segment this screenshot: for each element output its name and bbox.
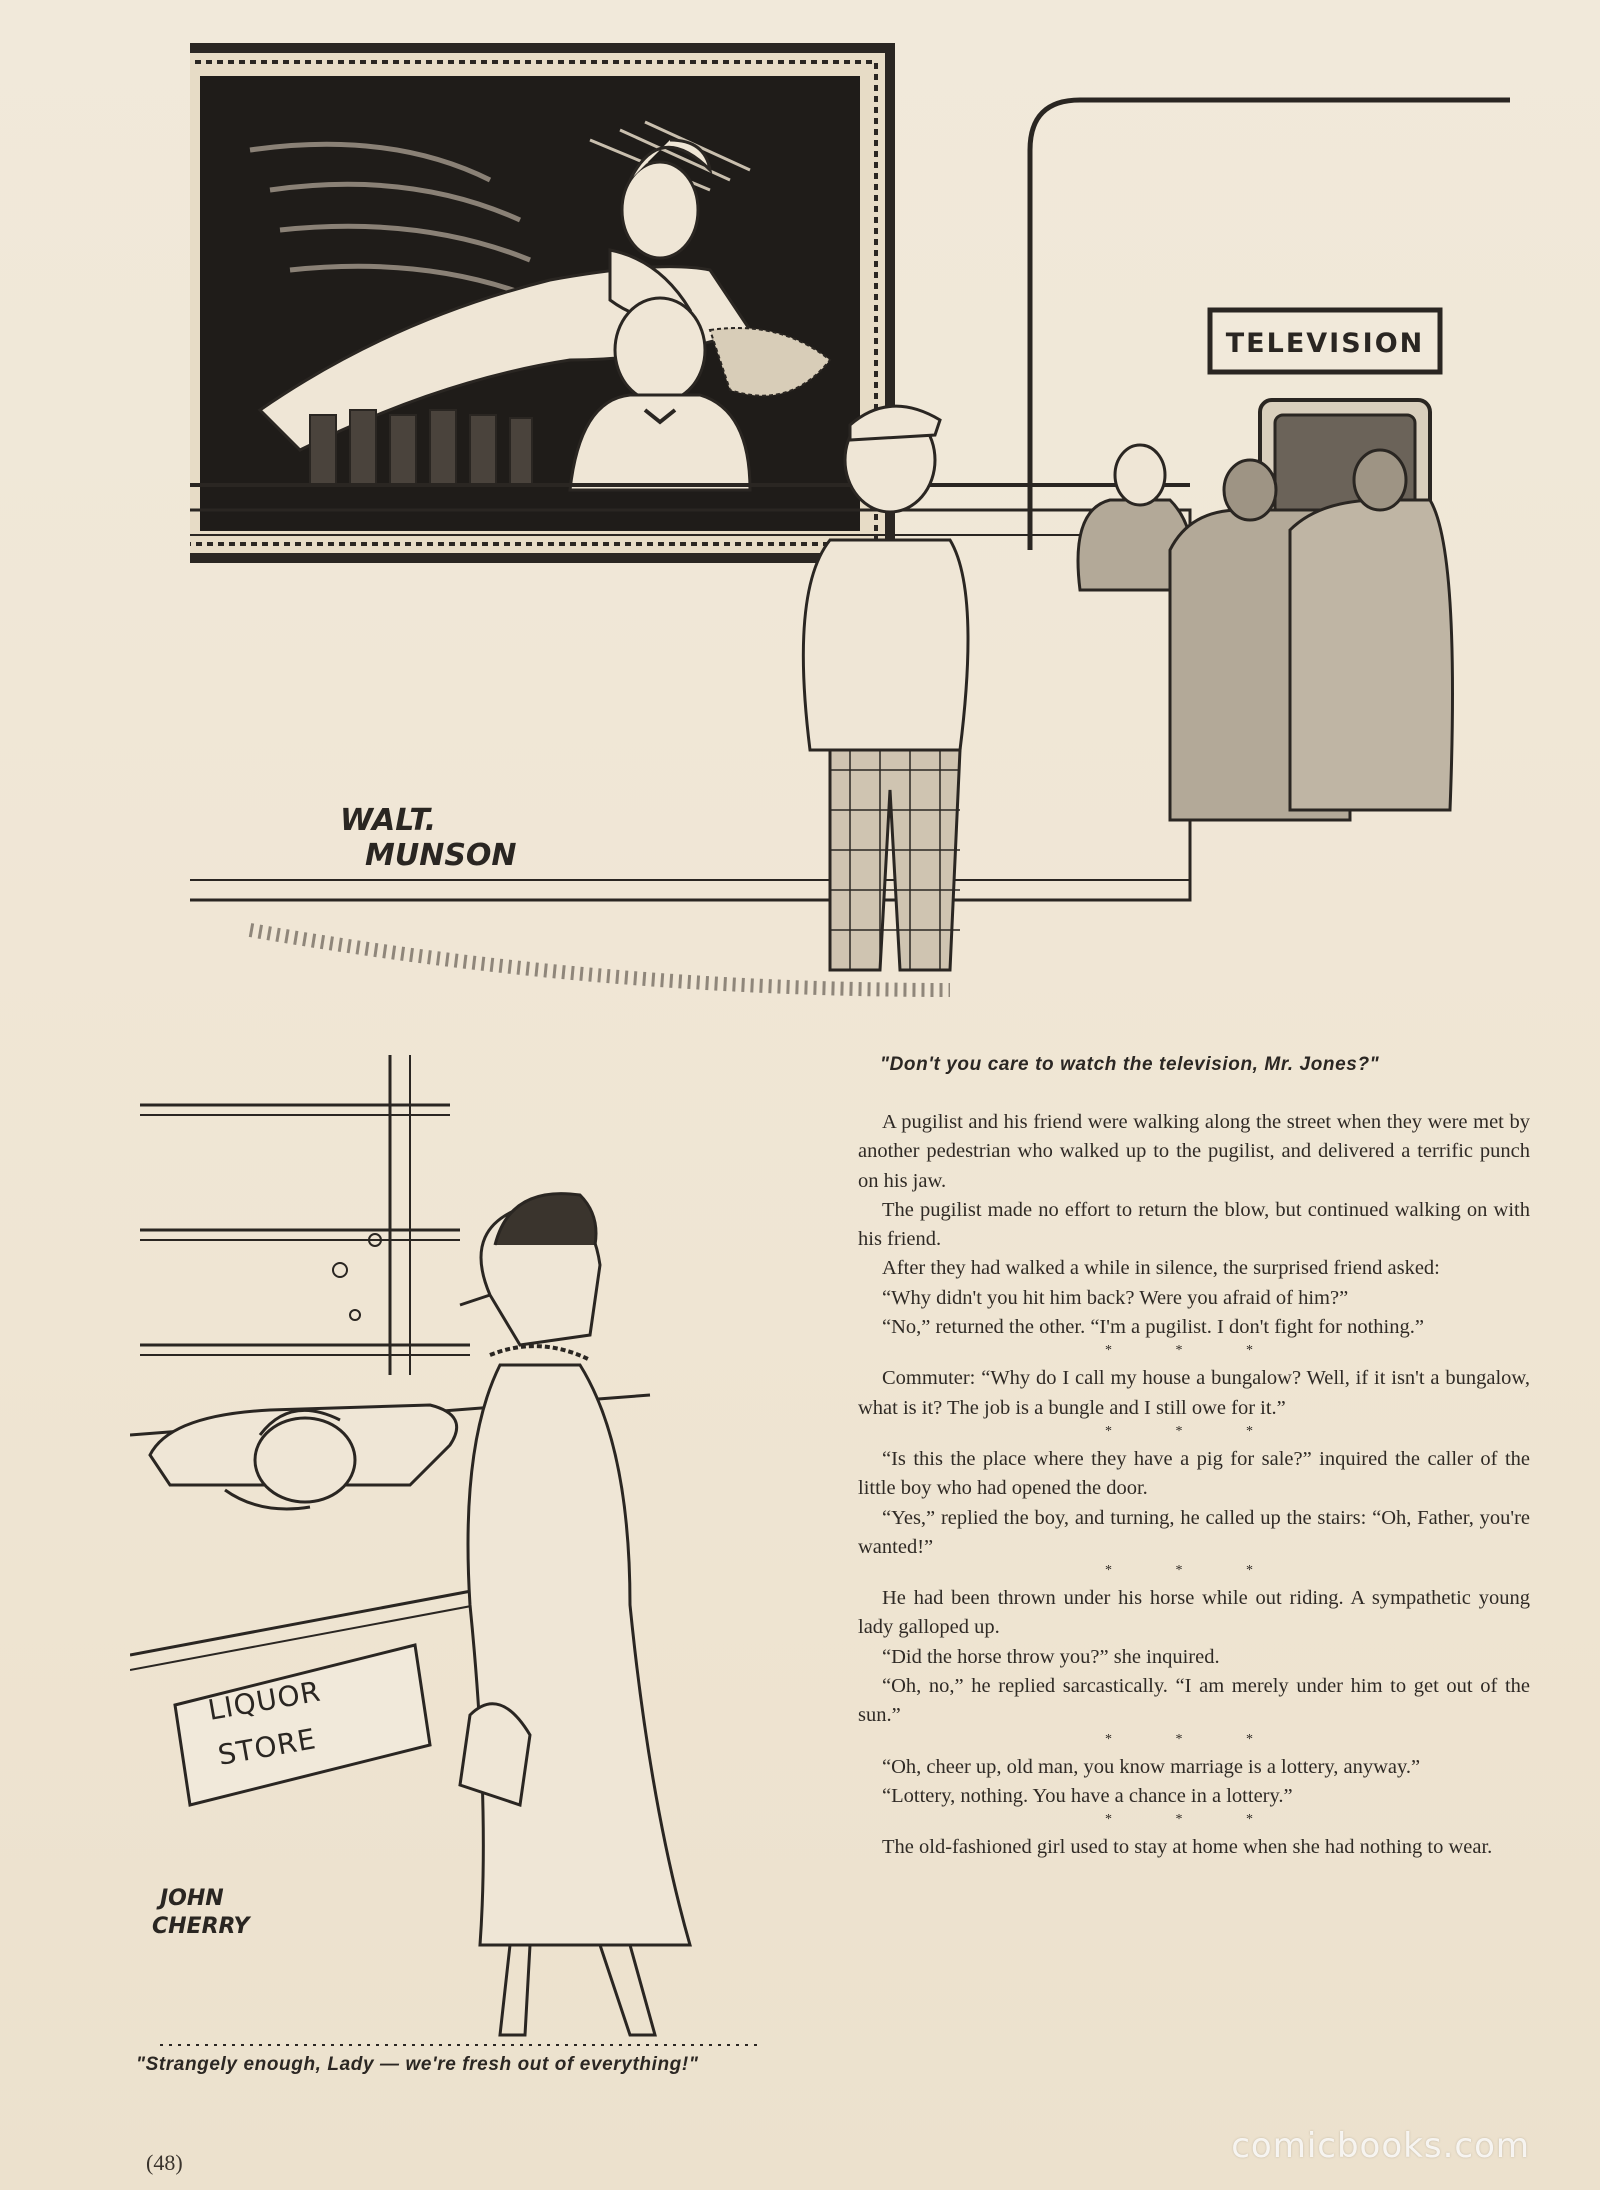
liquor-store-sign (175, 1645, 430, 1805)
article-paragraph: “Oh, no,” he replied sarcastically. “I am merely under him to get out of the sun.” (858, 1675, 1530, 1727)
bottom-cartoon-caption: "Strangely enough, Lady — we're fresh out of everything!" (136, 2054, 699, 2075)
section-separator: * * * (1105, 1563, 1283, 1579)
article-paragraph: “No,” returned the other. “I'm a pugilist. I don't fight for nothing.” (882, 1316, 1424, 1339)
article-paragraph: The old-fashioned girl used to stay at home when she had nothing to wear. (882, 1836, 1493, 1859)
article-paragraph: After they had walked a while in silence, the surprised friend asked: (882, 1257, 1440, 1280)
section-separator: * * * (1105, 1731, 1283, 1747)
svg-text:CHERRY: CHERRY (152, 1914, 250, 1939)
svg-text:WALT.: WALT. (340, 803, 437, 838)
section-separator: * * * (1105, 1812, 1283, 1828)
framed-painting (190, 48, 890, 558)
artist-signature-walt-munson (340, 803, 517, 873)
article-paragraph: “Is this the place where they have a pig for sale?” inquired the caller of the little boy who had opened the door. (858, 1447, 1530, 1500)
crowd-watching-tv (1078, 445, 1453, 820)
article-paragraph: The pugilist made no effort to return the blow, but continued walking on with his friend. (858, 1198, 1530, 1251)
article-paragraph: He had been thrown under his horse while out riding. A sympathetic young lady galloped up. (858, 1587, 1530, 1639)
article-paragraph: “Did the horse throw you?” she inquired. (882, 1645, 1220, 1668)
article-paragraph: “Why didn't you hit him back? Were you afraid of him?” (882, 1286, 1349, 1309)
svg-text:STORE: STORE (215, 1722, 319, 1772)
page-number: (48) (146, 2150, 183, 2175)
article-paragraph: “Lottery, nothing. You have a chance in a lottery.” (882, 1784, 1293, 1807)
empty-shelves (140, 1055, 470, 1375)
liquor-store-cartoon (130, 1045, 840, 2055)
svg-text:LIQUOR: LIQUOR (205, 1674, 324, 1727)
lady-customer-figure (160, 1194, 760, 2045)
jokes-column (858, 1108, 1530, 1863)
sleeping-clerk-figure (150, 1405, 457, 1509)
section-separator: * * * (1105, 1343, 1283, 1359)
article-paragraph: Commuter: “Why do I call my house a bungalow? Well, if it isn't a bungalow, what is it? The job is a bungle and I still owe for it.” (858, 1367, 1530, 1419)
article-paragraph: A pugilist and his friend were walking along the street when they were met by another pedestrian who walked up to the pugilist, and delivered a terrific punch on his jaw. (858, 1111, 1530, 1192)
source-watermark: comicbooks.com (1231, 2126, 1530, 2166)
svg-text:JOHN: JOHN (160, 1886, 224, 1911)
svg-text:TELEVISION: TELEVISION (1225, 328, 1425, 359)
top-cartoon-caption: "Don't you care to watch the television, Mr. Jones?" (880, 1054, 1380, 1075)
television-sign (1210, 310, 1440, 372)
svg-text:MUNSON: MUNSON (365, 838, 517, 873)
article-paragraph: “Oh, cheer up, old man, you know marriage is a lottery, anyway.” (882, 1755, 1421, 1778)
article-paragraph: “Yes,” replied the boy, and turning, he called up the stairs: “Oh, Father, you're wanted!” (858, 1506, 1530, 1558)
section-separator: * * * (1105, 1423, 1283, 1439)
artist-signature-john-cherry (152, 1886, 251, 1939)
bar-television-cartoon (190, 30, 1520, 1030)
